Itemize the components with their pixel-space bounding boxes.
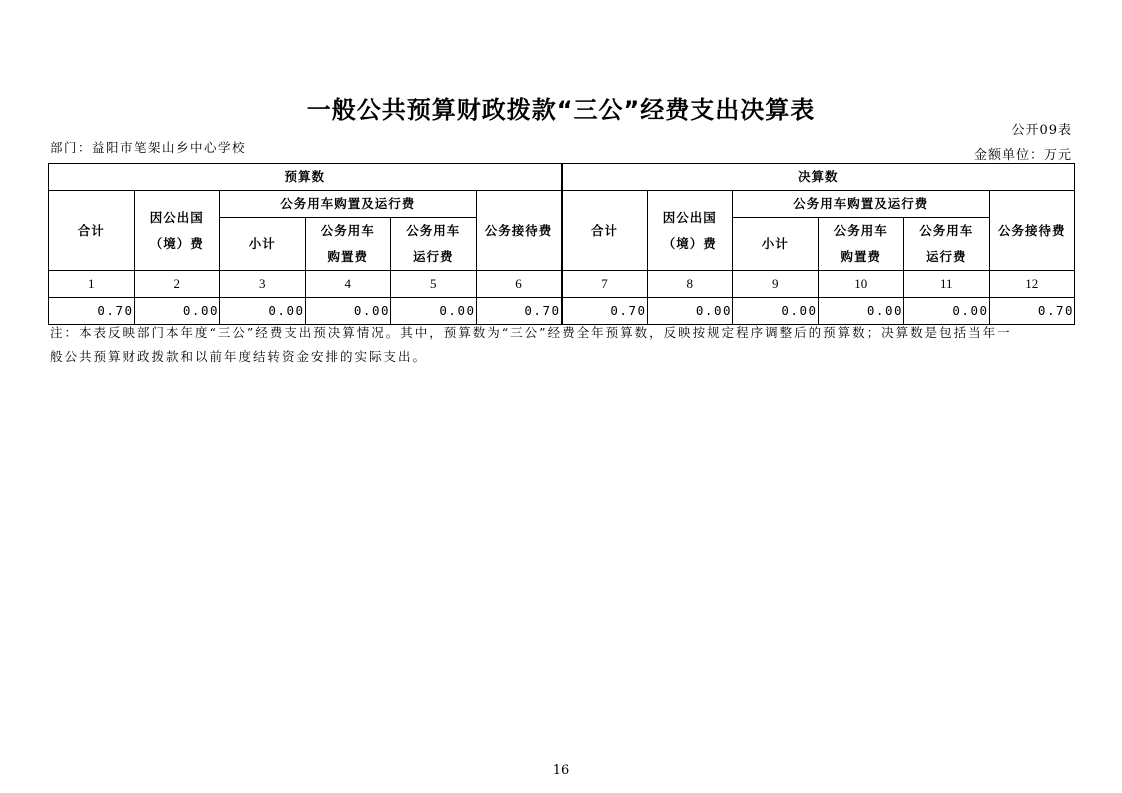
budget-operation-value: 0.00 xyxy=(391,298,477,325)
final-group-header: 决算数 xyxy=(562,164,1075,191)
budget-abroad-value: 0.00 xyxy=(134,298,220,325)
final-reception-header: 公务接待费 xyxy=(989,191,1075,271)
budget-purchase-header xyxy=(305,218,391,271)
final-total-header: 合计 xyxy=(562,191,648,271)
page-title: 一般公共预算财政拨款“三公”经费支出决算表 xyxy=(306,96,816,124)
page-number: 16 xyxy=(552,763,570,778)
budget-operation-line2: 运行费 xyxy=(412,249,454,264)
column-number: 7 xyxy=(562,271,648,298)
budget-vehicle-group-header: 公务用车购置及运行费 xyxy=(220,191,477,218)
final-purchase-line2: 购置费 xyxy=(840,249,882,264)
column-number: 3 xyxy=(220,271,306,298)
budget-abroad-header xyxy=(134,191,220,271)
column-number: 1 xyxy=(49,271,135,298)
final-operation-value: 0.00 xyxy=(904,298,990,325)
budget-operation-header xyxy=(391,218,477,271)
final-reception-value: 0.70 xyxy=(989,298,1075,325)
column-number: 12 xyxy=(989,271,1075,298)
budget-subtotal-value: 0.00 xyxy=(220,298,306,325)
budget-abroad-line1: 因公出国 xyxy=(149,209,204,225)
budget-subtotal-header: 小计 xyxy=(220,218,306,271)
final-operation-line2: 运行费 xyxy=(926,249,967,264)
table-note xyxy=(50,321,1075,369)
final-abroad-line2: （境）费 xyxy=(662,235,717,251)
budget-purchase-line2: 购置费 xyxy=(327,249,368,264)
budget-total-value: 0.70 xyxy=(49,298,135,325)
column-number: 11 xyxy=(904,271,990,298)
unit-label: 金额单位：万元 xyxy=(973,148,1072,163)
budget-total-header: 合计 xyxy=(49,191,135,271)
final-subtotal-header: 小计 xyxy=(733,218,819,271)
column-number: 8 xyxy=(647,271,733,298)
final-subtotal-value: 0.00 xyxy=(733,298,819,325)
final-total-value: 0.70 xyxy=(562,298,648,325)
note-line-1: 注：本表反映部门本年度“三公”经费支出预决算情况。其中，预算数为“三公”经费全年预算数，反映按规定程序调整后的预算数；决算数是包括当年一 xyxy=(50,325,1012,340)
column-number: 4 xyxy=(305,271,391,298)
department-label: 部门：益阳市笔架山乡中心学校 xyxy=(50,140,247,155)
column-number: 10 xyxy=(818,271,904,298)
final-vehicle-group-header: 公务用车购置及运行费 xyxy=(733,191,990,218)
final-purchase-value: 0.00 xyxy=(818,298,904,325)
final-operation-line1: 公务用车 xyxy=(919,223,974,238)
final-operation-header xyxy=(904,218,990,271)
column-number: 6 xyxy=(476,271,562,298)
column-number-row xyxy=(49,271,1075,298)
budget-operation-line1: 公务用车 xyxy=(406,223,461,238)
note-line-2: 般公共预算财政拨款和以前年度结转资金安排的实际支出。 xyxy=(50,349,428,364)
column-number: 5 xyxy=(391,271,477,298)
final-abroad-line1: 因公出国 xyxy=(662,209,717,225)
budget-purchase-line1: 公务用车 xyxy=(320,223,375,238)
final-abroad-header xyxy=(647,191,733,271)
budget-abroad-line2: （境）费 xyxy=(149,235,204,251)
budget-purchase-value: 0.00 xyxy=(305,298,391,325)
final-purchase-header xyxy=(818,218,904,271)
budget-group-header: 预算数 xyxy=(49,164,562,191)
column-number: 2 xyxy=(134,271,220,298)
budget-reception-value: 0.70 xyxy=(476,298,562,325)
table-number: 公开09表 xyxy=(1011,123,1072,138)
final-abroad-value: 0.00 xyxy=(647,298,733,325)
final-purchase-line1: 公务用车 xyxy=(833,223,888,238)
three-public-expense-table xyxy=(48,163,1075,325)
column-number: 9 xyxy=(733,271,819,298)
budget-reception-header: 公务接待费 xyxy=(476,191,562,271)
